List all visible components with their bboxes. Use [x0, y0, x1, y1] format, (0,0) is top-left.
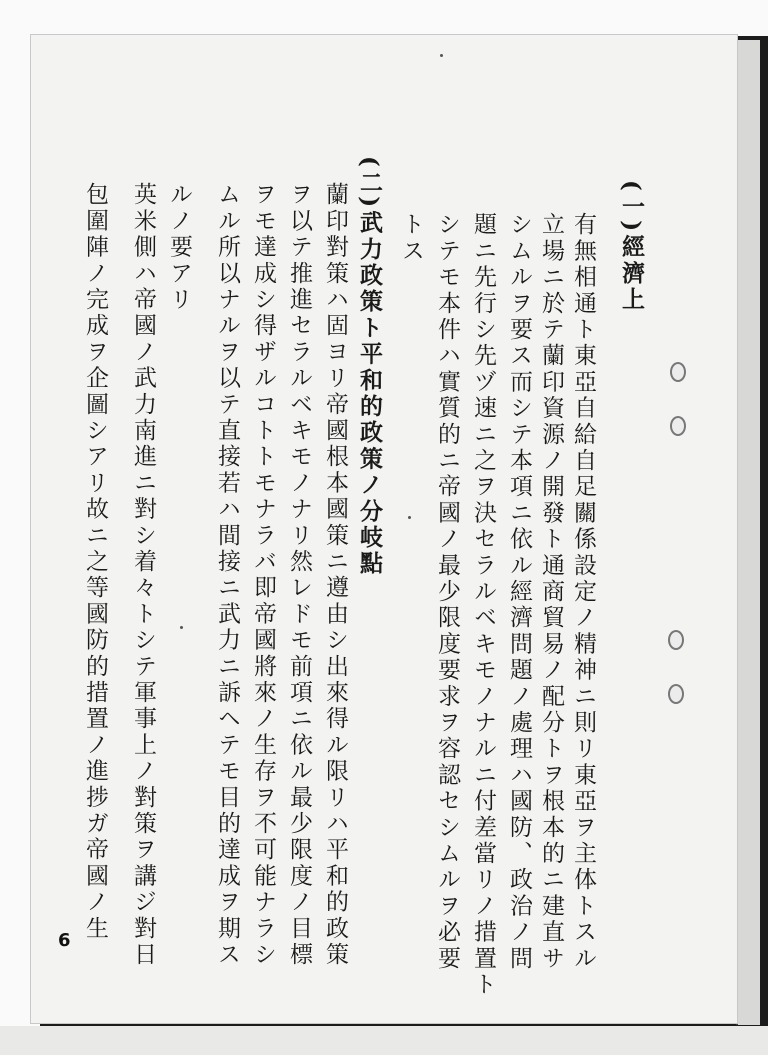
binding-hole-mark [668, 630, 684, 650]
text-line: 立場ニ於テ蘭印資源ノ開發ト通商貿易ノ配分トヲ根本的ニ建直サ [538, 212, 564, 972]
text-line: トス [398, 212, 424, 265]
text-line: 題ニ先行シ先ヅ速ニ之ヲ決セラルベキモノナルニ付差當リノ措置ト [470, 212, 496, 998]
binding-hole-mark [670, 416, 686, 436]
text-line: 包圍陣ノ完成ヲ企圖シアリ故ニ之等國防的措置ノ進捗ガ帝國ノ生 [82, 182, 108, 942]
document-page [30, 34, 738, 1024]
scan-margin-top [0, 0, 768, 36]
binding-hole-mark [670, 362, 686, 382]
binding-hole-mark [668, 684, 684, 704]
section-heading-policy-divergence: (二)武力政策ト平和的政策ノ分岐點 [356, 156, 383, 578]
scan-margin-bottom [0, 1026, 768, 1055]
text-line: ムル所以ナルヲ以テ直接若ハ間接ニ武力ニ訴ヘテモ目的達成ヲ期ス [214, 182, 240, 968]
text-line: ヲモ達成シ得ザルコトトモナラバ即帝國將來ノ生存ヲ不可能ナラシ [250, 182, 276, 968]
text-line: 有無相通ト東亞自給自足關係設定ノ精神ニ則リ東亞ヲ主体トスル [570, 212, 596, 972]
paper-speck [440, 54, 443, 57]
text-line: 蘭印對策ハ固ヨリ帝國根本國策ニ遵由シ出來得ル限リハ平和的政策 [322, 182, 348, 968]
text-line: シテモ本件ハ實質的ニ帝國ノ最少限度要求ヲ容認セシムルヲ必要 [434, 212, 460, 972]
section-heading-economic: (一)經濟上 [618, 180, 645, 313]
page-number: 6 [58, 930, 71, 951]
text-line: ルノ要アリ [166, 182, 192, 313]
paper-speck [408, 516, 411, 519]
paper-speck [180, 626, 183, 629]
text-line: ヲ以テ推進セラルベキモノナリ然レドモ前項ニ依ル最少限度ノ目標 [286, 182, 312, 968]
text-line: 英米側ハ帝國ノ武力南進ニ對シ着々トシテ軍事上ノ對策ヲ講ジ對日 [130, 182, 156, 968]
underlying-sheet-edge [736, 40, 760, 1025]
text-line: シムルヲ要ス而シテ本項ニ依ル經濟問題ノ處理ハ國防、政治ノ問 [506, 212, 532, 972]
